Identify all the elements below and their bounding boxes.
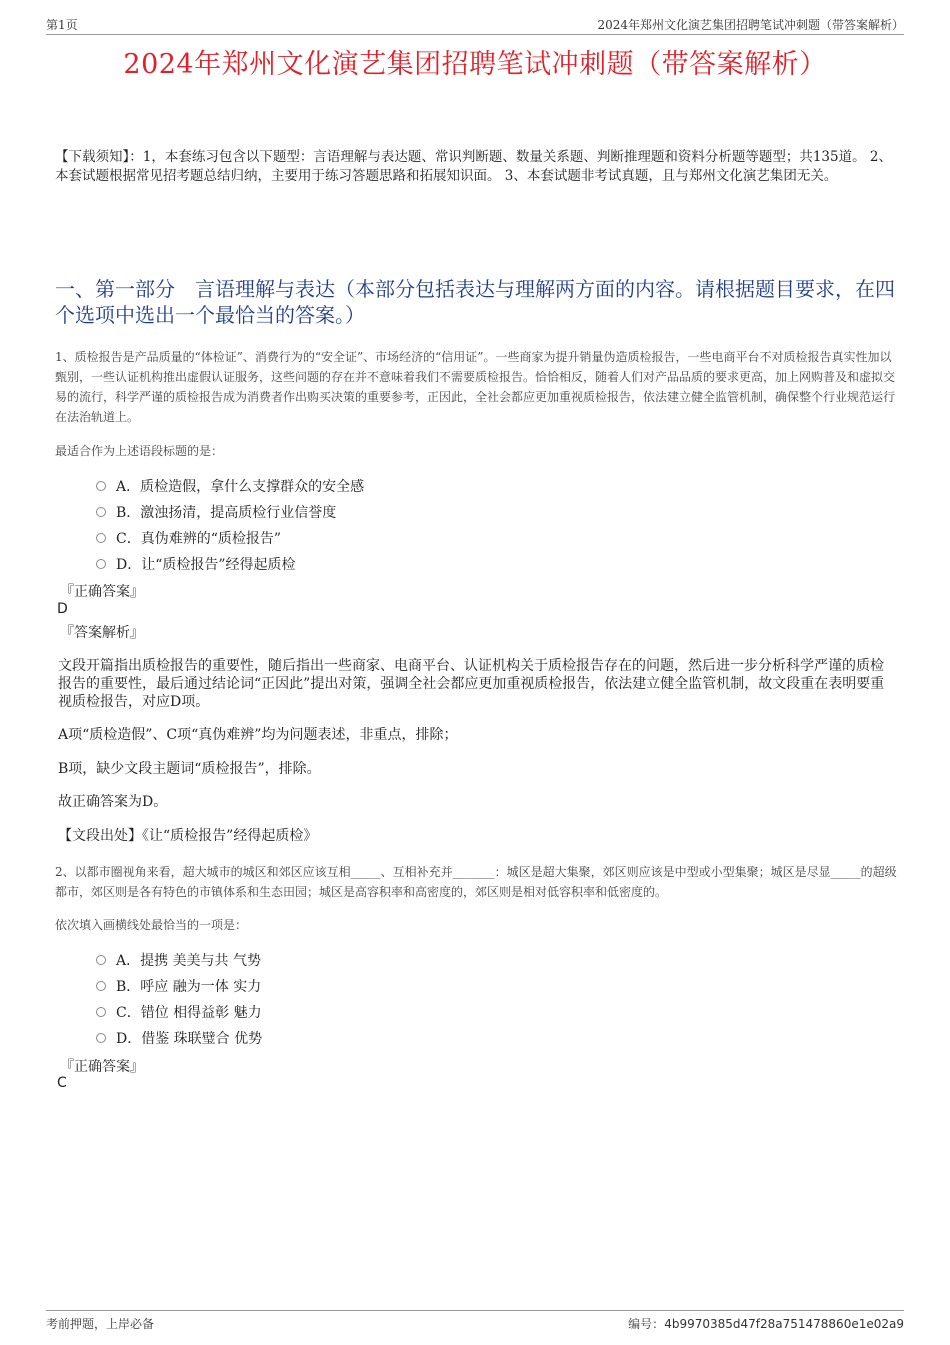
q2-option-a[interactable] xyxy=(96,947,262,973)
footer-code xyxy=(628,1315,904,1332)
q1-option-a[interactable] xyxy=(96,473,364,499)
radio-icon[interactable] xyxy=(96,981,106,991)
q2-option-a-label: A．提携 美美与共 气势 xyxy=(116,953,262,969)
q1-analysis-paragraph-1: 文段开篇指出质检报告的重要性，随后指出一些商家、电商平台、认证机构关于质检报告存在的问题，然后进一步分析科学严谨的质检报告的重要性，最后通过结论词“正因此”提出对策，强调全社会都应更加重视质检报告，依法建立健全监管机制，故文段重在表明要重视质检报告，对应D项。 xyxy=(58,658,885,710)
q1-analysis-paragraph-2: A项“质检造假”、C项“真伪难辨”均为问题表述，非重点，排除； xyxy=(58,727,458,743)
q2-option-b[interactable] xyxy=(96,973,262,999)
radio-icon[interactable] xyxy=(96,507,106,517)
radio-icon[interactable] xyxy=(96,559,106,569)
q1-option-b[interactable] xyxy=(96,499,364,525)
question-2-options xyxy=(96,947,262,1051)
footer-slogan: 考前押题，上岸必备 xyxy=(46,1317,155,1331)
radio-icon[interactable] xyxy=(96,533,106,543)
q1-option-c[interactable] xyxy=(96,525,364,551)
q2-answer-label: 『正确答案』 xyxy=(60,1059,144,1075)
q2-answer: C xyxy=(57,1075,67,1091)
question-1-options xyxy=(96,473,364,577)
section-title: 一、第一部分 言语理解与表达（本部分包括表达与理解两方面的内容。请根据题目要求，在四个选项中选出一个最恰当的答案。） xyxy=(55,277,895,327)
q1-option-a-label: A．质检造假，拿什么支撑群众的安全感 xyxy=(116,479,365,495)
q1-option-b-label: B．激浊扬清，提高质检行业信誉度 xyxy=(116,505,337,521)
q2-option-d-label: D．借鉴 珠联璧合 优势 xyxy=(116,1031,263,1047)
header-doc-name: 2024年郑州文化演艺集团招聘笔试冲刺题（带答案解析） xyxy=(597,18,904,32)
question-1-prompt: 最适合作为上述语段标题的是： xyxy=(55,444,224,458)
question-1-text: 1、质检报告是产品质量的“体检证”、消费行为的“安全证”、市场经济的“信用证”。一些商家为提升销量伪造质检报告，一些电商平台不对质检报告真实性加以甄别，一些认证机构推出虚假认证服务，这些问题的存在并不意味着我们不需要质检报告。恰恰相反，随着人们对产品品质的要求更高，加上网购普及和虚拟交易的流行，科学严谨的质检报告成为消费者作出购买决策的重要参考，正因此，全社会都应更加重视质检报告，依法建立健全监管机制，确保整个行业规范运行在法治轨道上。 xyxy=(55,350,896,424)
q2-option-d[interactable] xyxy=(96,1025,262,1051)
page-header xyxy=(46,14,904,35)
radio-icon[interactable] xyxy=(96,1007,106,1017)
q2-option-b-label: B．呼应 融为一体 实力 xyxy=(116,979,262,995)
q1-source: 【文段出处】《让“质检报告”经得起质检》 xyxy=(58,828,318,844)
q2-option-c[interactable] xyxy=(96,999,262,1025)
radio-icon[interactable] xyxy=(96,955,106,965)
question-2-prompt: 依次填入画横线处最恰当的一项是： xyxy=(55,918,248,932)
q1-analysis-paragraph-4: 故正确答案为D。 xyxy=(58,794,168,810)
footer-code-value: 4b9970385d47f28a751478860e1e02a9 xyxy=(664,1317,904,1331)
radio-icon[interactable] xyxy=(96,481,106,491)
q1-option-d[interactable] xyxy=(96,551,364,577)
q1-analysis-label: 『答案解析』 xyxy=(60,625,144,641)
radio-icon[interactable] xyxy=(96,1033,106,1043)
q1-option-d-label: D．让“质检报告”经得起质检 xyxy=(116,557,296,573)
question-2-text: 2、以都市圈视角来看，超大城市的城区和郊区应该互相_____、互相补充并_______：城区是超大集聚，郊区则应该是中型或小型集聚；城区是尽显_____的超级都市，郊区则是各有特色的市镇体系和生态田园；城区是高容积率和高密度的，郊区则是相对低容积率和低密度的。 xyxy=(55,865,897,899)
page-footer xyxy=(46,1310,904,1331)
page-number: 第1页 xyxy=(46,18,78,32)
q1-analysis-paragraph-3: B项，缺少文段主题词“质检报告”，排除。 xyxy=(58,761,321,777)
q2-option-c-label: C．错位 相得益彰 魅力 xyxy=(116,1005,262,1021)
q1-option-c-label: C．真伪难辨的“质检报告” xyxy=(116,531,282,547)
footer-code-label: 编号： xyxy=(628,1317,665,1331)
q1-answer-label: 『正确答案』 xyxy=(60,584,144,600)
document-title: 2024年郑州文化演艺集团招聘笔试冲刺题（带答案解析） xyxy=(123,49,827,80)
download-notice: 【下载须知】：1，本套练习包含以下题型：言语理解与表达题、常识判断题、数量关系题、判断推理题和资料分析题等题型；共135道。 2、本套试题根据常见招考题总结归纳，主要用于练习答题思路和拓展知识面。 3、本套试题非考试真题，且与郑州文化演艺集团无关。 xyxy=(55,149,892,184)
q1-answer: D xyxy=(57,601,68,617)
